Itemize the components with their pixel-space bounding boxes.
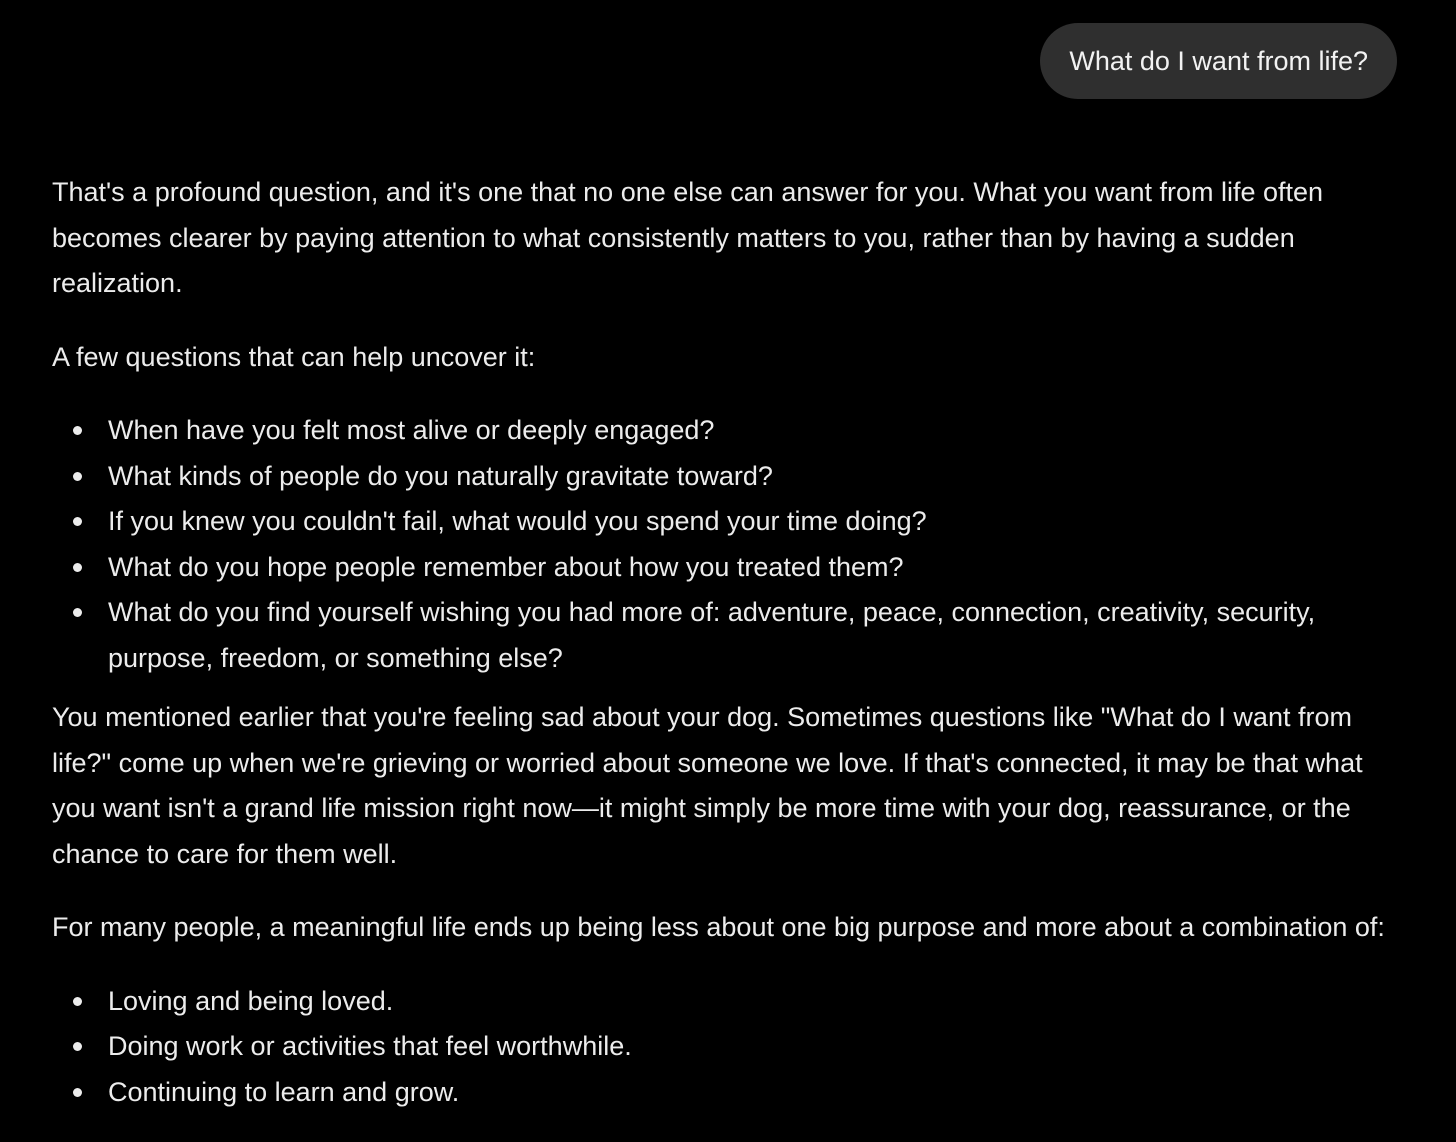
list-item-text: If you knew you couldn't fail, what would you spend your time doing? — [108, 506, 927, 536]
bullet-icon — [73, 979, 83, 1025]
bullet-icon — [73, 499, 83, 545]
bullet-icon — [73, 590, 83, 636]
assistant-paragraph: That's a profound question, and it's one that no one else can answer for you. What you want from life often becomes clearer by paying attention to what consistently matters to you, rather than by having a sudden realization. — [52, 177, 1324, 298]
list-item-text: When have you felt most alive or deeply engaged? — [108, 415, 715, 445]
list-item — [108, 1070, 1392, 1116]
list-item-text: What do you find yourself wishing you had more of: adventure, peace, connection, creativity, security, purpose, freedom, or something else? — [108, 597, 1316, 673]
questions-list — [52, 408, 1392, 681]
user-message-row — [1040, 23, 1397, 99]
bullet-icon — [73, 454, 83, 500]
list-item-text: What do you hope people remember about how you treated them? — [108, 551, 904, 582]
list-item-text: What kinds of people do you naturally gravitate toward? — [108, 460, 773, 491]
bullet-icon — [73, 1070, 83, 1116]
assistant-message — [52, 170, 1392, 1115]
list-item — [108, 590, 1392, 681]
list-item — [108, 979, 1392, 1025]
list-item — [108, 545, 1392, 591]
list-item — [108, 1024, 1392, 1070]
list-item — [108, 499, 1392, 545]
list-item — [108, 408, 1392, 454]
assistant-paragraph: A few questions that can help uncover it: — [52, 341, 536, 372]
assistant-paragraph: For many people, a meaningful life ends up being less about one big purpose and more about a combination of: — [52, 912, 1385, 942]
bullet-icon — [73, 545, 83, 591]
list-item-text: Doing work or activities that feel worthwhile. — [108, 1031, 632, 1061]
user-message-bubble: What do I want from life? — [1040, 23, 1397, 99]
list-item-text: Loving and being loved. — [108, 985, 394, 1016]
assistant-paragraph: You mentioned earlier that you're feeling sad about your dog. Sometimes questions like "What do I want from life?" come up when we're grieving or worried about someone we love. If that's connected, it may be that what you want isn't a grand life mission right now—it might simply be more time with your dog, reassurance, or the chance to care for them well. — [52, 702, 1363, 869]
list-item-text: Continuing to learn and grow. — [108, 1076, 460, 1107]
bullet-icon — [73, 408, 83, 454]
list-item — [108, 454, 1392, 500]
combination-list — [52, 979, 1392, 1116]
bullet-icon — [73, 1024, 83, 1070]
